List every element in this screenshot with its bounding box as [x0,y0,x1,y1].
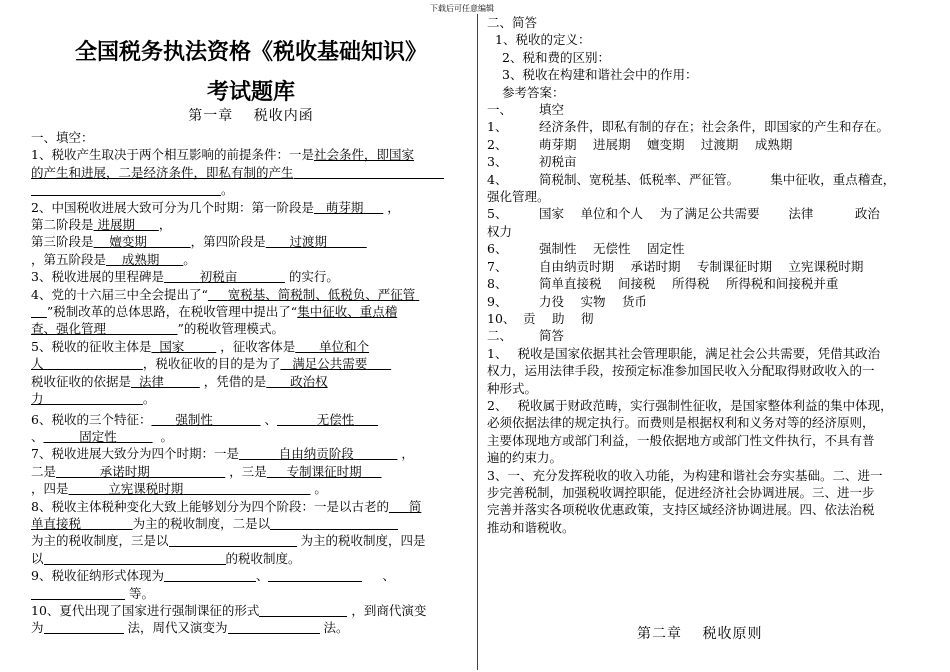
answer-blank: 进展期 [97,217,136,233]
answer-blank: 力 [31,391,44,407]
short-answer-line: 种形式。 [487,380,538,396]
answer-row: 10、 贡 助 彻 [487,310,594,326]
section-heading: 一、填空： [31,130,94,145]
short-answer-line: 必须依据法律的规定执行。而费则是根据权利和义务对等的经济原则， [487,415,875,431]
answer-blank: 单位和个 [319,338,370,354]
question-10: 10、夏代出现了国家进行强制课征的形式 ，到商代演变 [31,602,427,618]
answer-blank: 社会条件，即国家 [313,147,414,163]
answer-blank: 初税亩 [199,269,238,285]
answer-row: 3、 初税亩 [487,154,577,170]
short-answer-line: 推动和谐税收。 [487,519,575,535]
short-answer-heading: 二、简答 [487,15,538,30]
answer-blank: 单直接税 [31,515,82,531]
answer-blank: 嬗变期 [109,234,147,250]
answer-row-continued: 权力 [487,223,513,239]
answer-row-continued: 强化管理。 [487,189,550,205]
short-question-3: 3、税收在构建和谐社会中的作用： [502,67,698,83]
document-title: 全国税务执法资格《税收基础知识》 [74,39,427,65]
short-answer-line: 1、 税收是国家依据其社会管理职能，满足社会公共需要，凭借其政治 [487,345,881,361]
fill-blank-section: 一、填空： 1、税收产生取决于两个相互影响的前提条件：一是社会条件，即国家 的产生和进展，二是经济条件，即私有制的产生 。 2、中国税收进展大致可分为几个时期：第一阶段是 萌芽期 ， 第二阶段是 进展期 ， 第三阶段是 嬗变期 ，第四阶段是 过渡期 ，第五阶段是 成熟期 。 3、税收进展的里程碑是 初税亩 的实行。 4、党的十六届三中全会提出了“ 宽税基、简税制、低税负、严征管 ”税制改革的总体思路，在税收管理中提出了“集中征收、重点稽 查、强化管理 ”的税收管理模式。 5、税收的征收主体是 国家 ，征收客体是 单位和个 人 ，税收征收的目的是为了 满足公共需要 税收征收的依据是 法律 ，凭借的是 政治权 力 。 6、税收的三个特征： 强制性 、 无偿性 、 固定性 。 7、税收进展大致分为四个时期：一是 自由纳贡阶段 ， 二是 承诺时期 ，三是 专制课征时期 ，四是 立宪课税时期 。 8、税收主体税种变化大致上能够划分为四个阶段：一是以古老的 简 单直接税 为主的税收制度，二是以 为主的税收制度，三是以 为主的税收制度，四是 以 的税收制度。 9、税收征纳形式体现为 、 、 等。 10、夏代出现了国家进行强制课征的形式 ，到商代演变 为 法，周代又演变为 法。 [31,129,471,637]
question-2: 2、中国税收进展大致可分为几个时期：第一阶段是 萌芽期 ， [31,199,400,215]
answer-blank: 宽税基、简税制、低税负、严征管 [227,286,416,302]
short-answer-line: 权力，运用法律手段，按预定标准参加国民收入分配取得财政收入的一 [487,363,875,379]
answer-blank: 无偿性 [316,411,355,427]
answer-blank: 人 [31,356,44,372]
answer-row: 6、 强制性 无偿性 固定性 [487,241,685,257]
answer-row: 1、 经济条件，即私有制的存在；社会条件，即国家的产生和存在。 [487,119,890,135]
question-8: 8、税收主体税种变化大致上能够划分为四个阶段：一是以古老的 简 [31,498,422,514]
answer-row: 5、 国家 单位和个人 为了满足公共需要 法律 政治 [487,206,880,222]
answer-blank: 法律 [138,373,164,389]
answer-blank: 承诺时期 [99,463,150,479]
question-9: 9、税收征纳形式体现为 、 、 [31,568,395,584]
short-answer-line: 2、 税收属于财政范畴，实行强制性征收，是国家整体利益的集中体现， [487,397,893,413]
answer-row: 9、 力役 实物 货币 [487,293,647,309]
answer-row: 4、 简税制、宽税基、低税率、严征管。 集中征收，重点稽查， [487,171,896,187]
answer-blank: 集中征收、重点稽 [297,304,398,320]
answer-blank: 查、强化管理 [31,321,107,337]
answer-blank: 强制性 [175,411,213,427]
answer-part-heading: 一、 填空 [487,102,565,118]
question-5: 5、税收的征收主体是 国家 ，征收客体是 单位和个 [31,338,370,354]
answer-blank: 固定性 [79,428,117,444]
answer-blank: 萌芽期 [325,199,364,215]
short-answer-line: 完善并落实各项税收优惠政策，支持区域经济协调进展。四、依法治税 [487,502,875,518]
short-answer-line: 步完善税制，加强税收调控职能，促进经济社会协调进展。三、进一步 [487,484,875,500]
short-answer-line: 主要体现地方或部门利益，一般依据地方或部门性文件执行，不具有普 [487,432,875,448]
short-answer-line: 遍的约束力。 [487,450,563,466]
top-note: 下载后可任意编辑 [430,4,494,13]
question-7: 7、税收进展大致分为四个时期：一是 自由纳贡阶段 ， [31,446,414,462]
chapter-2-heading: 第二章 税收原则 [637,626,763,642]
answer-blank: 满足公共需要 [292,356,368,372]
answer-blank: 自由纳贡阶段 [278,446,354,462]
answer-blank: 成熟期 [121,251,160,267]
short-question-1: 1、税收的定义： [495,32,591,48]
answer-row: 8、 简单直接税 间接税 所得税 所得税和间接税并重 [487,276,839,292]
short-answer-line: 3、一、充分发挥税收的收入功能，为构建和谐社会夯实基础。二、进一 [487,467,883,483]
question-4: 4、党的十六届三中全会提出了“ 宽税基、简税制、低税负、严征管 [31,286,471,303]
column-divider [477,14,478,670]
question-3: 3、税收进展的里程碑是 初税亩 的实行。 [31,269,339,285]
question-1: 1、税收产生取决于两个相互影响的前提条件：一是社会条件，即国家 [31,147,414,163]
answer-blank: 简 [408,498,422,514]
chapter-heading: 第一章 税收内函 [188,108,314,124]
answer-blank: 过渡期 [289,234,328,250]
answer-blank: 立宪课税时期 [108,481,184,497]
answer-row: 2、 萌芽期 进展期 嬗变期 过渡期 成熟期 [487,136,793,152]
answer-blank: 国家 [159,338,185,354]
answer-row: 7、 自由纳贡时期 承诺时期 专制课征时期 立宪课税时期 [487,258,864,274]
answer-blank: 政治权 [290,373,328,389]
short-question-2: 2、税和费的区别： [502,49,610,65]
reference-answer-label: 参考答案： [502,84,565,100]
answer-part-heading: 二、 简答 [487,328,565,344]
answer-blank: 的产生和进展，二是经济条件，即私有制的产生 [31,164,294,180]
question-6: 6、税收的三个特征： 强制性 、 无偿性 [31,411,471,428]
document-subtitle: 考试题库 [206,79,295,105]
answer-blank: 专制课征时期 [286,463,362,479]
